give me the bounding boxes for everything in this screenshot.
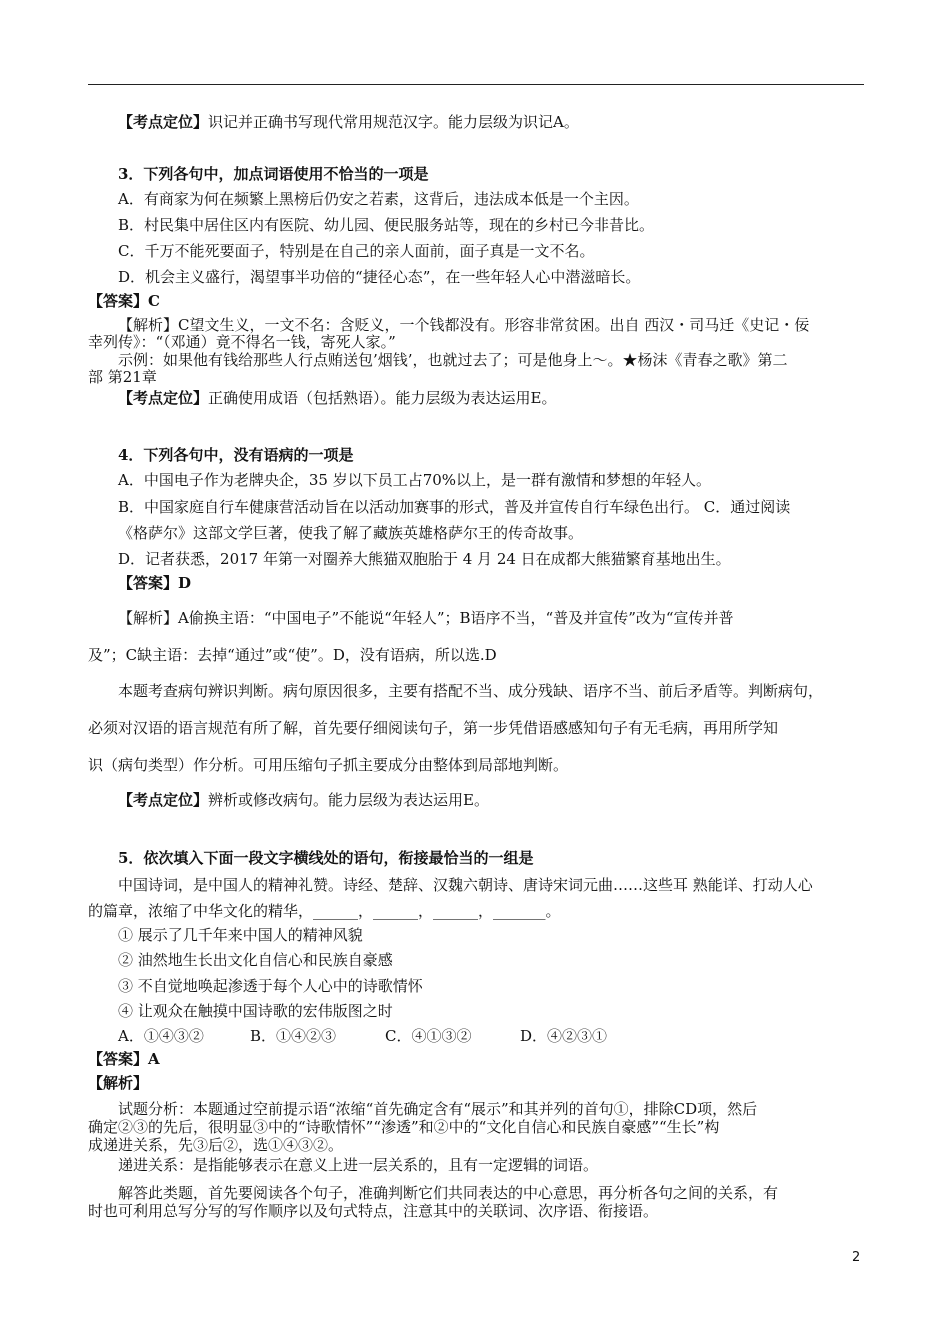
q4-analysis-line: 本题考查病句辨识判断。病句原因很多，主要有搭配不当、成分残缺、语序不当、前后矛盾等。判断病句， — [118, 682, 824, 700]
kaodian-label: 【考点定位】 — [118, 389, 209, 407]
q3-analysis-line: 示例：如果他有钱给那些人行点贿送包’烟钱’，也就过去了；可是他身上～。★杨沫《青春之歌》第二 — [118, 351, 788, 369]
q4-analysis-line: 及”；C缺主语：去掉“通过”或“使”。D，没有语病，所以选.D — [88, 646, 497, 664]
q4-line: B．中国家庭自行车健康营活动旨在以活动加赛事的形式，普及并宣传自行车绿色出行。 C．通过阅读 — [118, 498, 791, 516]
q5-analysis-line: 成递进关系，先③后②，选①④③②。 — [88, 1136, 344, 1154]
q5-item: ① 展示了几千年来中国人的精神风貌 — [118, 926, 363, 944]
q5-analysis-line: 递进关系：是指能够表示在意义上进一层关系的，且有一定逻辑的词语。 — [118, 1156, 599, 1174]
q3-answer: 【答案】C — [88, 292, 160, 310]
q5-analysis-label: 【解析】 — [88, 1074, 149, 1092]
page-number: 2 — [852, 1250, 861, 1265]
q3-title: 3．下列各句中，加点词语使用不恰当的一项是 — [118, 165, 429, 183]
q5-analysis-line: 时也可利用总写分写的写作顺序以及句式特点，注意其中的关联词、次序语、衔接语。 — [88, 1202, 659, 1220]
q4-kaodian — [118, 791, 489, 809]
q5-choice-a: A．①④③② — [118, 1027, 204, 1045]
q5-item: ③ 不自觉地唤起渗透于每个人心中的诗歌情怀 — [118, 977, 423, 995]
q3-option-d: D．机会主义盛行，渴望事半功倍的“捷径心态”，在一些年轻人心中潜滋暗长。 — [118, 268, 641, 286]
q4-line: D．记者获悉，2017 年第一对圈养大熊猫双胞胎于 4 月 24 日在成都大熊猫繁育基地出生。 — [118, 550, 731, 568]
q3-option-a: A．有商家为何在频繁上黑榜后仍安之若素，这背后，违法成本低是一个主因。 — [118, 190, 639, 208]
q5-answer: 【答案】A — [88, 1050, 160, 1068]
q3-analysis-line: 幸列传》：“（邓通）竟不得名一钱，寄死人家。” — [88, 333, 396, 351]
q5-passage-line: 中国诗词，是中国人的精神礼赞。诗经、楚辞、汉魏六朝诗、唐诗宋词元曲……这些耳 熟能详、打动人心 — [118, 876, 813, 894]
kaodian-text: 正确使用成语（包括熟语）。能力层级为表达运用E。 — [208, 389, 557, 407]
q3-analysis-line: 部 第21章 — [88, 368, 157, 386]
q5-title: 5．依次填入下面一段文字横线处的语句，衔接最恰当的一组是 — [118, 849, 534, 867]
q4-title: 4．下列各句中，没有语病的一项是 — [118, 446, 354, 464]
q5-analysis-line: 解答此类题，首先要阅读各个句子，准确判断它们共同表达的中心意思，再分析各句之间的关系，有 — [118, 1184, 779, 1202]
q4-answer: 【答案】D — [118, 574, 192, 592]
q5-passage-line: 的篇章，浓缩了中华文化的精华，______，______，______，_______。 — [88, 902, 561, 920]
q4-analysis-line: 识（病句类型）作分析。可用压缩句子抓主要成分由整体到局部地判断。 — [88, 756, 569, 774]
q5-choice-c: C．④①③② — [385, 1027, 472, 1045]
kaodian-label: 【考点定位】 — [118, 113, 209, 131]
q4-analysis-line: 【解析】A偷换主语：“中国电子”不能说“年轻人”；B语序不当，“普及并宣传”改为“宣传并普 — [118, 609, 734, 627]
q4-line: 《格萨尔》这部文学巨著，使我了解了藏族英雄格萨尔王的传奇故事。 — [118, 524, 584, 542]
q5-item: ④ 让观众在触摸中国诗歌的宏伟版图之时 — [118, 1002, 393, 1020]
q5-analysis-line: 试题分析：本题通过空前提示语“浓缩“首先确定含有“展示”和其并列的首句①，排除CD项，然后 — [118, 1100, 758, 1118]
kaodian-text: 辨析或修改病句。能力层级为表达运用E。 — [208, 791, 489, 809]
q3-kaodian — [118, 389, 556, 407]
q5-item: ② 油然地生长出文化自信心和民族自豪感 — [118, 951, 393, 969]
q5-analysis-line: 确定②③的先后，很明显③中的“诗歌情怀”“渗透”和②中的“文化自信心和民族自豪感”“生长”构 — [88, 1118, 720, 1136]
q4-analysis-line: 必须对汉语的语言规范有所了解，首先要仔细阅读句子，第一步凭借语感感知句子有无毛病，再用所学知 — [88, 719, 779, 737]
q3-analysis-line: 【解析】C望文生义，一文不名：含贬义，一个钱都没有。形容非常贫困。出自 西汉・司马迁《史记・佞 — [118, 316, 810, 334]
q5-choice-b: B．①④②③ — [250, 1027, 337, 1045]
q4-line: A．中国电子作为老牌央企，35 岁以下员工占70%以上，是一群有激情和梦想的年轻人。 — [118, 471, 712, 489]
q3-option-b: B．村民集中居住区内有医院、幼儿园、便民服务站等，现在的乡村已今非昔比。 — [118, 216, 655, 234]
kaodian-text: 识记并正确书写现代常用规范汉字。能力层级为识记A。 — [208, 113, 579, 131]
q2-kaodian — [118, 113, 579, 131]
kaodian-label: 【考点定位】 — [118, 791, 209, 809]
q3-option-c: C．千万不能死要面子，特别是在自己的亲人面前，面子真是一文不名。 — [118, 242, 595, 260]
header-rule — [88, 84, 864, 85]
q5-choice-d: D．④②③① — [520, 1027, 608, 1045]
